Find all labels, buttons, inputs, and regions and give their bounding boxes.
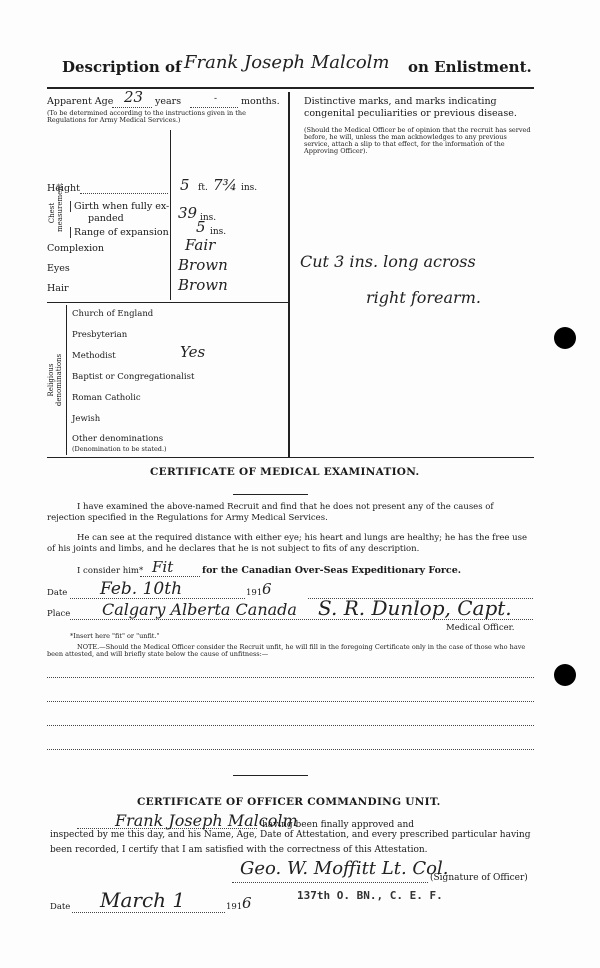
ins-label: ins. <box>210 227 227 237</box>
ft-label: ft. <box>198 183 208 193</box>
religion-methodist: Methodist <box>72 351 116 361</box>
punch-hole <box>554 327 576 349</box>
commanding-heading: CERTIFICATE OF OFFICER COMMANDING UNIT. <box>137 796 441 808</box>
force-label: for the Canadian Over-Seas Expeditionary Force. <box>202 565 462 576</box>
medical-heading: CERTIFICATE OF MEDICAL EXAMINATION. <box>150 466 420 478</box>
title-rule <box>47 87 534 89</box>
religion-other: Other denominations <box>72 434 164 444</box>
commanding-line-1: having been finally approved and <box>262 820 415 830</box>
box-bottom <box>47 457 534 458</box>
signature-label: (Signature of Officer) <box>430 873 528 883</box>
eyes-label: Eyes <box>47 263 70 274</box>
religion-presbyterian: Presbyterian <box>72 330 128 340</box>
medical-date-value: Feb. 10th <box>100 579 183 599</box>
consider-label: I consider him* <box>77 566 144 576</box>
years-label: years <box>155 96 182 107</box>
medical-officer-signature: S. R. Dunlop, Capt. <box>318 596 512 620</box>
unfitness-line <box>47 749 534 750</box>
title-prefix: Description of <box>62 58 182 76</box>
months-value: - <box>214 94 218 104</box>
complexion-value: Fair <box>185 236 216 254</box>
hair-label: Hair <box>47 283 69 294</box>
girth-label: Girth when fully ex- <box>70 201 169 212</box>
title-suffix: on Enlistment. <box>408 58 532 76</box>
place-value: Calgary Alberta Canada <box>102 600 297 619</box>
age-note: (To be determined according to the instructions given in the Regulations for Army Medical Services.) <box>47 109 246 124</box>
height-in-value: 7¾ <box>213 176 238 194</box>
commanding-date-value: March 1 <box>100 888 186 912</box>
medical-para-2: He can see at the required distance with either eye; his heart and lungs are healthy; he has the free use of his joints and limbs, and he declares that he is not subject to fits of any description. <box>47 533 528 554</box>
other-note: (Denomination to be stated.) <box>72 445 167 453</box>
recruit-name-value: Frank Joseph Malcolm <box>115 811 298 830</box>
consider-value: Fit <box>152 558 174 576</box>
religion-church-of-england: Church of England <box>72 309 154 319</box>
title-name: Frank Joseph Malcolm <box>184 52 390 73</box>
commanding-officer-signature: Geo. W. Moffitt Lt. Col. <box>240 858 449 879</box>
unfitness-line <box>47 677 534 678</box>
religion-baptist: Baptist or Congregationalist <box>72 372 195 382</box>
unfit-note: NOTE.—Should the Medical Officer consider the Recruit unfit, he will fill in the foregoing Certificate only in the case of those who have been attested, and will briefly state below the cause of unfitness:— <box>47 643 526 658</box>
unfitness-line <box>47 725 534 726</box>
marks-line-1: Cut 3 ins. long across <box>300 252 476 271</box>
complexion-label: Complexion <box>47 243 104 254</box>
year-prefix: 191 <box>246 588 263 598</box>
place-label: Place <box>47 609 71 619</box>
value-divider <box>170 130 171 300</box>
ins-label: ins. <box>200 213 217 223</box>
height-label: Height <box>47 183 80 194</box>
date-label: Date <box>47 588 68 598</box>
age-value: 23 <box>124 88 144 106</box>
girth-label-2: panded <box>88 213 124 224</box>
chest-label: Chest measurement <box>48 183 64 232</box>
ins-label: ins. <box>241 183 258 193</box>
commanding-line-2: inspected by me this day, and his Name, Age, Date of Attestation, and every prescribed particular having <box>50 830 531 840</box>
commanding-year-prefix: 191 <box>226 902 243 912</box>
age-label: Apparent Age <box>47 96 114 107</box>
unfitness-line <box>47 701 534 702</box>
religion-jewish: Jewish <box>72 414 101 424</box>
insert-note: *Insert here "fit" or "unfit." <box>70 632 160 640</box>
year-suffix: 6 <box>262 580 272 598</box>
religion-label: Religious denominations <box>47 353 63 407</box>
marks-line-2: right forearm. <box>366 288 481 307</box>
range-value: 5 <box>196 218 206 236</box>
battalion-stamp: 137th O. BN., C. E. F. <box>297 889 443 902</box>
marks-heading: Distinctive marks, and marks indicating congenital peculiarities or previous disease. <box>304 96 517 119</box>
marks-note: (Should the Medical Officer be of opinion that the recruit has served before, he will, unless the man acknowledges to any previous service, attach a slip to that effect, for the information of the Approving Officer). <box>304 126 531 155</box>
girth-value: 39 <box>178 204 198 222</box>
months-label: months. <box>241 96 280 107</box>
religion-roman-catholic: Roman Catholic <box>72 393 141 403</box>
religion-methodist-value: Yes <box>180 343 206 361</box>
punch-hole <box>554 664 576 686</box>
medical-officer-label: Medical Officer. <box>446 623 515 633</box>
medical-para-1: I have examined the above-named Recruit and find that he does not present any of the causes of rejection specified in the Regulations for Army Medical Services. <box>47 502 494 523</box>
commanding-year-suffix: 6 <box>242 894 252 912</box>
commanding-date-label: Date <box>50 902 71 912</box>
hair-value: Brown <box>178 276 228 294</box>
height-ft-value: 5 <box>180 176 190 194</box>
column-divider <box>288 92 290 457</box>
eyes-value: Brown <box>178 256 228 274</box>
range-label: Range of expansion <box>70 227 169 238</box>
commanding-line-3: been recorded, I certify that I am satisfied with the correctness of this Attestation. <box>50 845 428 855</box>
